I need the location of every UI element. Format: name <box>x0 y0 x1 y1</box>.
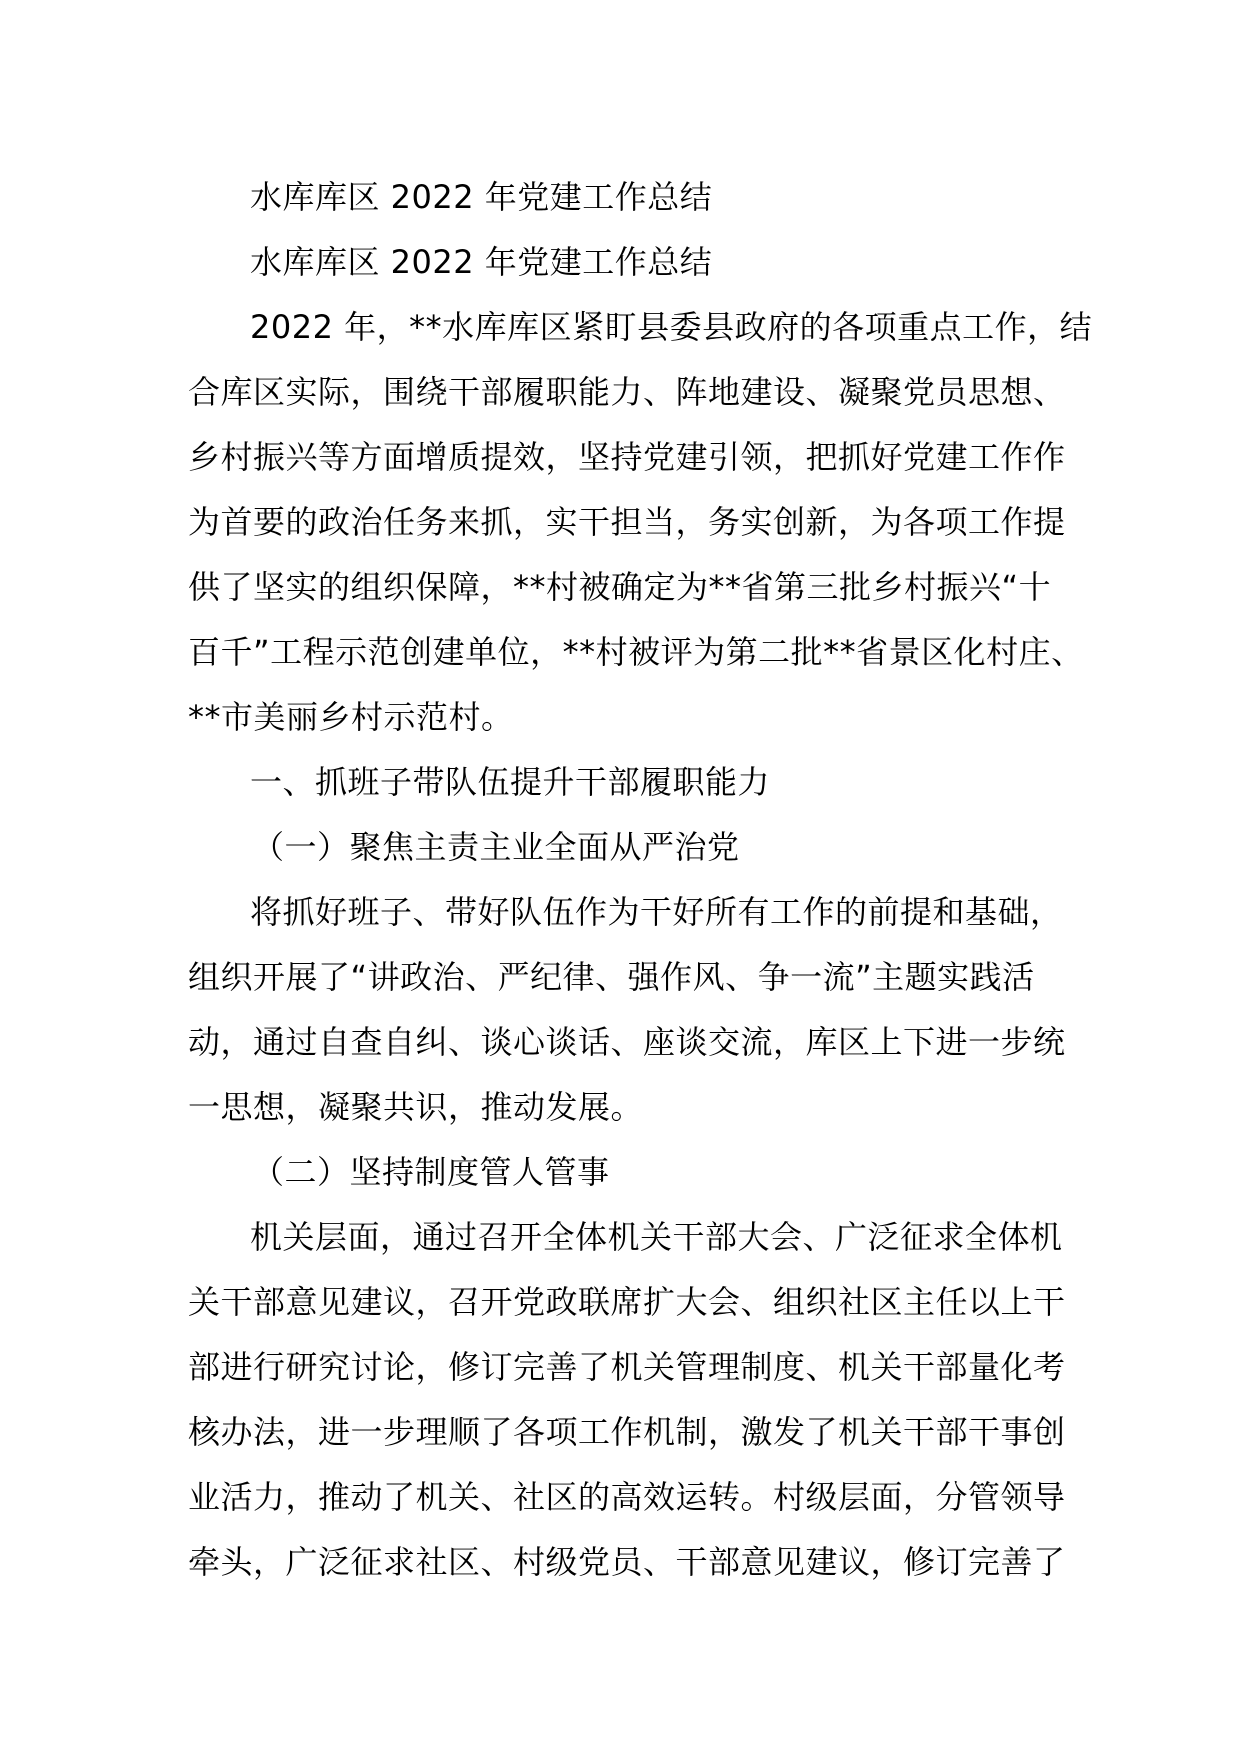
intro-line: 百千”工程示范创建单位，**村被评为第二批**省景区化村庄、 <box>188 633 1084 671</box>
intro-line: 乡村振兴等方面增质提效，坚持党建引领，把抓好党建工作作 <box>188 438 1066 476</box>
paragraph-line: 动，通过自查自纠、谈心谈话、座谈交流，库区上下进一步统 <box>188 1023 1066 1061</box>
paragraph-line: 组织开展了“讲政治、严纪律、强作风、争一流”主题实践活 <box>188 958 1035 996</box>
section-heading: 一、抓班子带队伍提升干部履职能力 <box>250 763 771 801</box>
document-title: 水库库区 2022 年党建工作总结 <box>250 178 713 216</box>
paragraph-line: 关干部意见建议，召开党政联席扩大会、组织社区主任以上干 <box>188 1283 1066 1321</box>
intro-line: 2022 年，**水库库区紧盯县委县政府的各项重点工作，结 <box>250 308 1093 346</box>
paragraph-line: 将抓好班子、带好队伍作为干好所有工作的前提和基础， <box>250 893 1063 931</box>
paragraph-line: 业活力，推动了机关、社区的高效运转。村级层面，分管领导 <box>188 1478 1066 1516</box>
intro-line: 供了坚实的组织保障，**村被确定为**省第三批乡村振兴“十 <box>188 568 1052 606</box>
paragraph-line: 一思想，凝聚共识，推动发展。 <box>188 1088 644 1126</box>
intro-line: **市美丽乡村示范村。 <box>188 698 514 736</box>
paragraph-line: 牵头，广泛征求社区、村级党员、干部意见建议，修订完善了 <box>188 1543 1066 1581</box>
document-page <box>188 165 1093 1595</box>
document-subtitle: 水库库区 2022 年党建工作总结 <box>250 243 713 281</box>
intro-line: 为首要的政治任务来抓，实干担当，务实创新，为各项工作提 <box>188 503 1066 541</box>
subsection-heading: （二）坚持制度管人管事 <box>252 1153 610 1191</box>
subsection-heading: （一）聚焦主责主业全面从严治党 <box>252 828 740 866</box>
paragraph-line: 核办法，进一步理顺了各项工作机制，激发了机关干部干事创 <box>188 1413 1066 1451</box>
intro-line: 合库区实际，围绕干部履职能力、阵地建设、凝聚党员思想、 <box>188 373 1066 411</box>
paragraph-line: 部进行研究讨论，修订完善了机关管理制度、机关干部量化考 <box>188 1348 1066 1386</box>
paragraph-line: 机关层面，通过召开全体机关干部大会、广泛征求全体机 <box>250 1218 1063 1256</box>
